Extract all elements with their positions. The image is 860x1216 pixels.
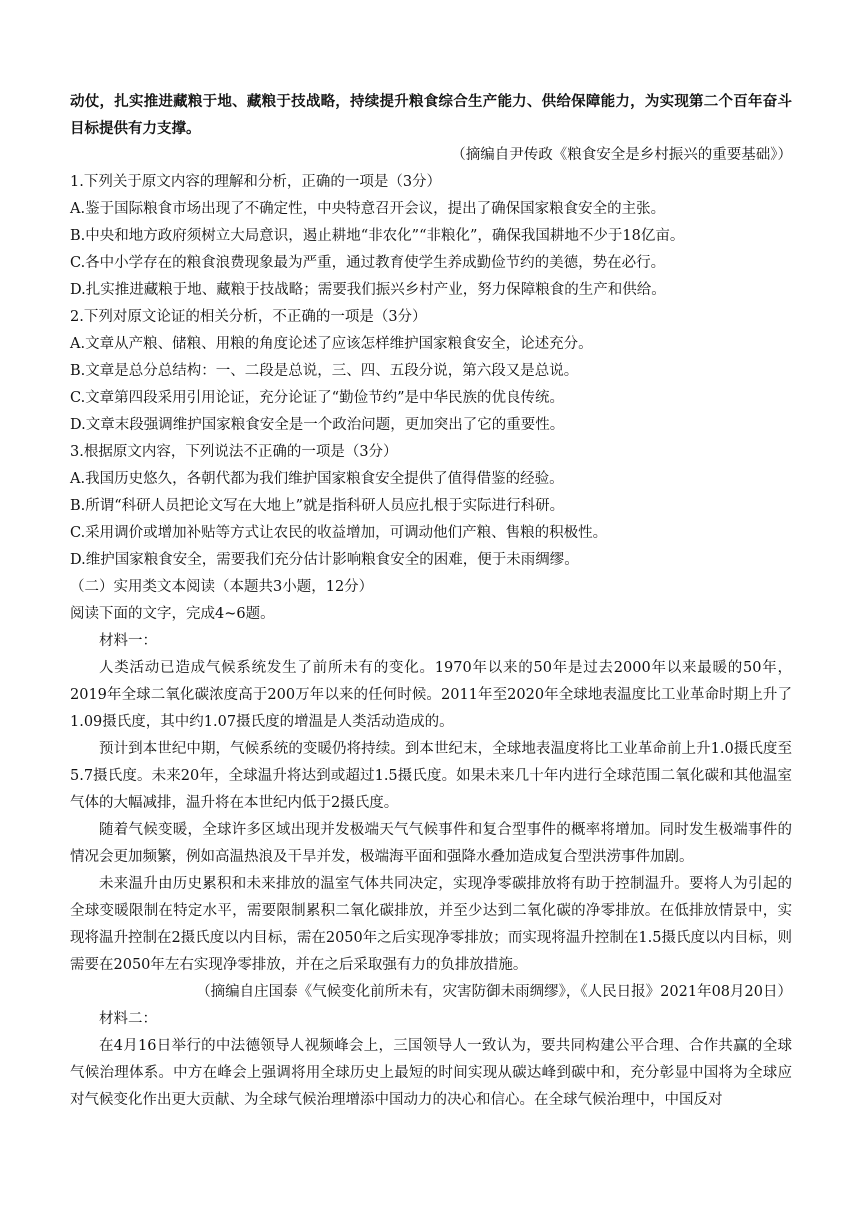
section-title: （二）实用类文本阅读（本题共3小题，12分） xyxy=(70,579,374,595)
material-1-paragraph-2: 预计到本世纪中期，气候系统的变暖仍将持续。到本世纪末，全球地表温度将比工业革命前上升1.0摄氏度至5.7摄氏度。未来20年，全球温升将达到或超过1.5摄氏度。如果未来几十年内进行全球范围二氧化碳和其他温室气体的大幅减排，温升将在本世纪内低于2摄氏度。 xyxy=(70,741,792,811)
option-d: D.维护国家粮食安全，需要我们充分估计影响粮食安全的困难，便于未雨绸缪。 xyxy=(70,552,579,568)
option-b: B.中央和地方政府须树立大局意识，遏止耕地“非农化”“非粮化”，确保我国耕地不少于18亿亩。 xyxy=(70,228,685,244)
question-stem: 3.根据原文内容，下列说法不正确的一项是（3分） xyxy=(70,444,398,460)
option-d: D.文章末段强调维护国家粮食安全是一个政治问题，更加突出了它的重要性。 xyxy=(70,417,565,433)
source-citation-1: （摘编自尹传政《粮食安全是乡村振兴的重要基础》） xyxy=(451,147,792,163)
question-2 xyxy=(70,304,792,439)
material-1-paragraph-1: 人类活动已造成气候系统发生了前所未有的变化。1970年以来的50年是过去2000年以来最暖的50年，2019年全球二氧化碳浓度高于200万年以来的任何时候。2011年至2020年全球地表温度比工业革命时期上升了1.09摄氏度，其中约1.07摄氏度的增温是人类活动造成的。 xyxy=(70,660,792,730)
option-b: B.文章是总分总结构：一、二段是总说，三、四、五段分说，第六段又是总说。 xyxy=(70,363,579,379)
material-1-paragraph-4: 未来温升由历史累积和未来排放的温室气体共同决定，实现净零碳排放将有助于控制温升。要将人为引起的全球变暖限制在特定水平，需要限制累积二氧化碳排放，并至少达到二氧化碳的净零排放。在低排放情景中，实现将温升控制在2摄氏度以内目标，需在2050年之后实现净零排放；而实现将温升控制在1.5摄氏度以内目标，则需要在2050年左右实现净零排放，并在之后采取强有力的负排放措施。 xyxy=(70,876,792,973)
question-1 xyxy=(70,169,792,304)
question-stem: 1.下列关于原文内容的理解和分析，正确的一项是（3分） xyxy=(70,174,442,190)
question-3 xyxy=(70,439,792,574)
question-stem: 2.下列对原文论证的相关分析，不正确的一项是（3分） xyxy=(70,309,427,325)
option-a: A.文章从产粮、储粮、用粮的角度论述了应该怎样维护国家粮食安全，论述充分。 xyxy=(70,336,593,352)
instruction: 阅读下面的文字，完成4~6题。 xyxy=(70,606,275,622)
material-2-label: 材料二： xyxy=(99,1011,157,1027)
material-2-paragraph-1: 在4月16日举行的中法德领导人视频峰会上，三国领导人一致认为，要共同构建公平合理、合作共赢的全球气候治理体系。中方在峰会上强调将用全球历史上最短的时间实现从碳达峰到碳中和，充分彰显中国将为全球应对气候变化作出更大贡献、为全球气候治理增添中国动力的决心和信心。在全球气候治理中，中国反对 xyxy=(70,1038,792,1108)
option-c: C.采用调价或增加补贴等方式让农民的收益增加，可调动他们产粮、售粮的积极性。 xyxy=(70,525,608,541)
intro-tail-paragraph: 动仗，扎实推进藏粮于地、藏粮于技战略，持续提升粮食综合生产能力、供给保障能力，为实现第二个百年奋斗目标提供有力支撑。 xyxy=(70,93,792,137)
option-a: A.鉴于国际粮食市场出现了不确定性，中央特意召开会议，提出了确保国家粮食安全的主张。 xyxy=(70,201,666,217)
material-1-label: 材料一： xyxy=(99,633,157,649)
material-1-paragraph-3: 随着气候变暖，全球许多区域出现并发极端天气气候事件和复合型事件的概率将增加。同时发生极端事件的情况会更加频繁，例如高温热浪及干旱并发，极端海平面和强降水叠加造成复合型洪涝事件加剧。 xyxy=(70,822,792,865)
option-a: A.我国历史悠久，各朝代都为我们维护国家粮食安全提供了值得借鉴的经验。 xyxy=(70,471,564,487)
option-c: C.文章第四段采用引用论证，充分论证了“勤俭节约”是中华民族的优良传统。 xyxy=(70,390,565,406)
option-d: D.扎实推进藏粮于地、藏粮于技战略；需要我们振兴乡村产业，努力保障粮食的生产和供给。 xyxy=(70,282,666,298)
source-citation-2: （摘编自庄国泰《气候变化前所未有，灾害防御未雨绸缪》，《人民日报》2021年08月20日） xyxy=(196,984,792,1000)
option-b: B.所谓“科研人员把论文写在大地上”就是指科研人员应扎根于实际进行科研。 xyxy=(70,498,565,514)
option-c: C.各中小学存在的粮食浪费现象最为严重，通过教育使学生养成勤俭节约的美德，势在必行。 xyxy=(70,255,666,271)
